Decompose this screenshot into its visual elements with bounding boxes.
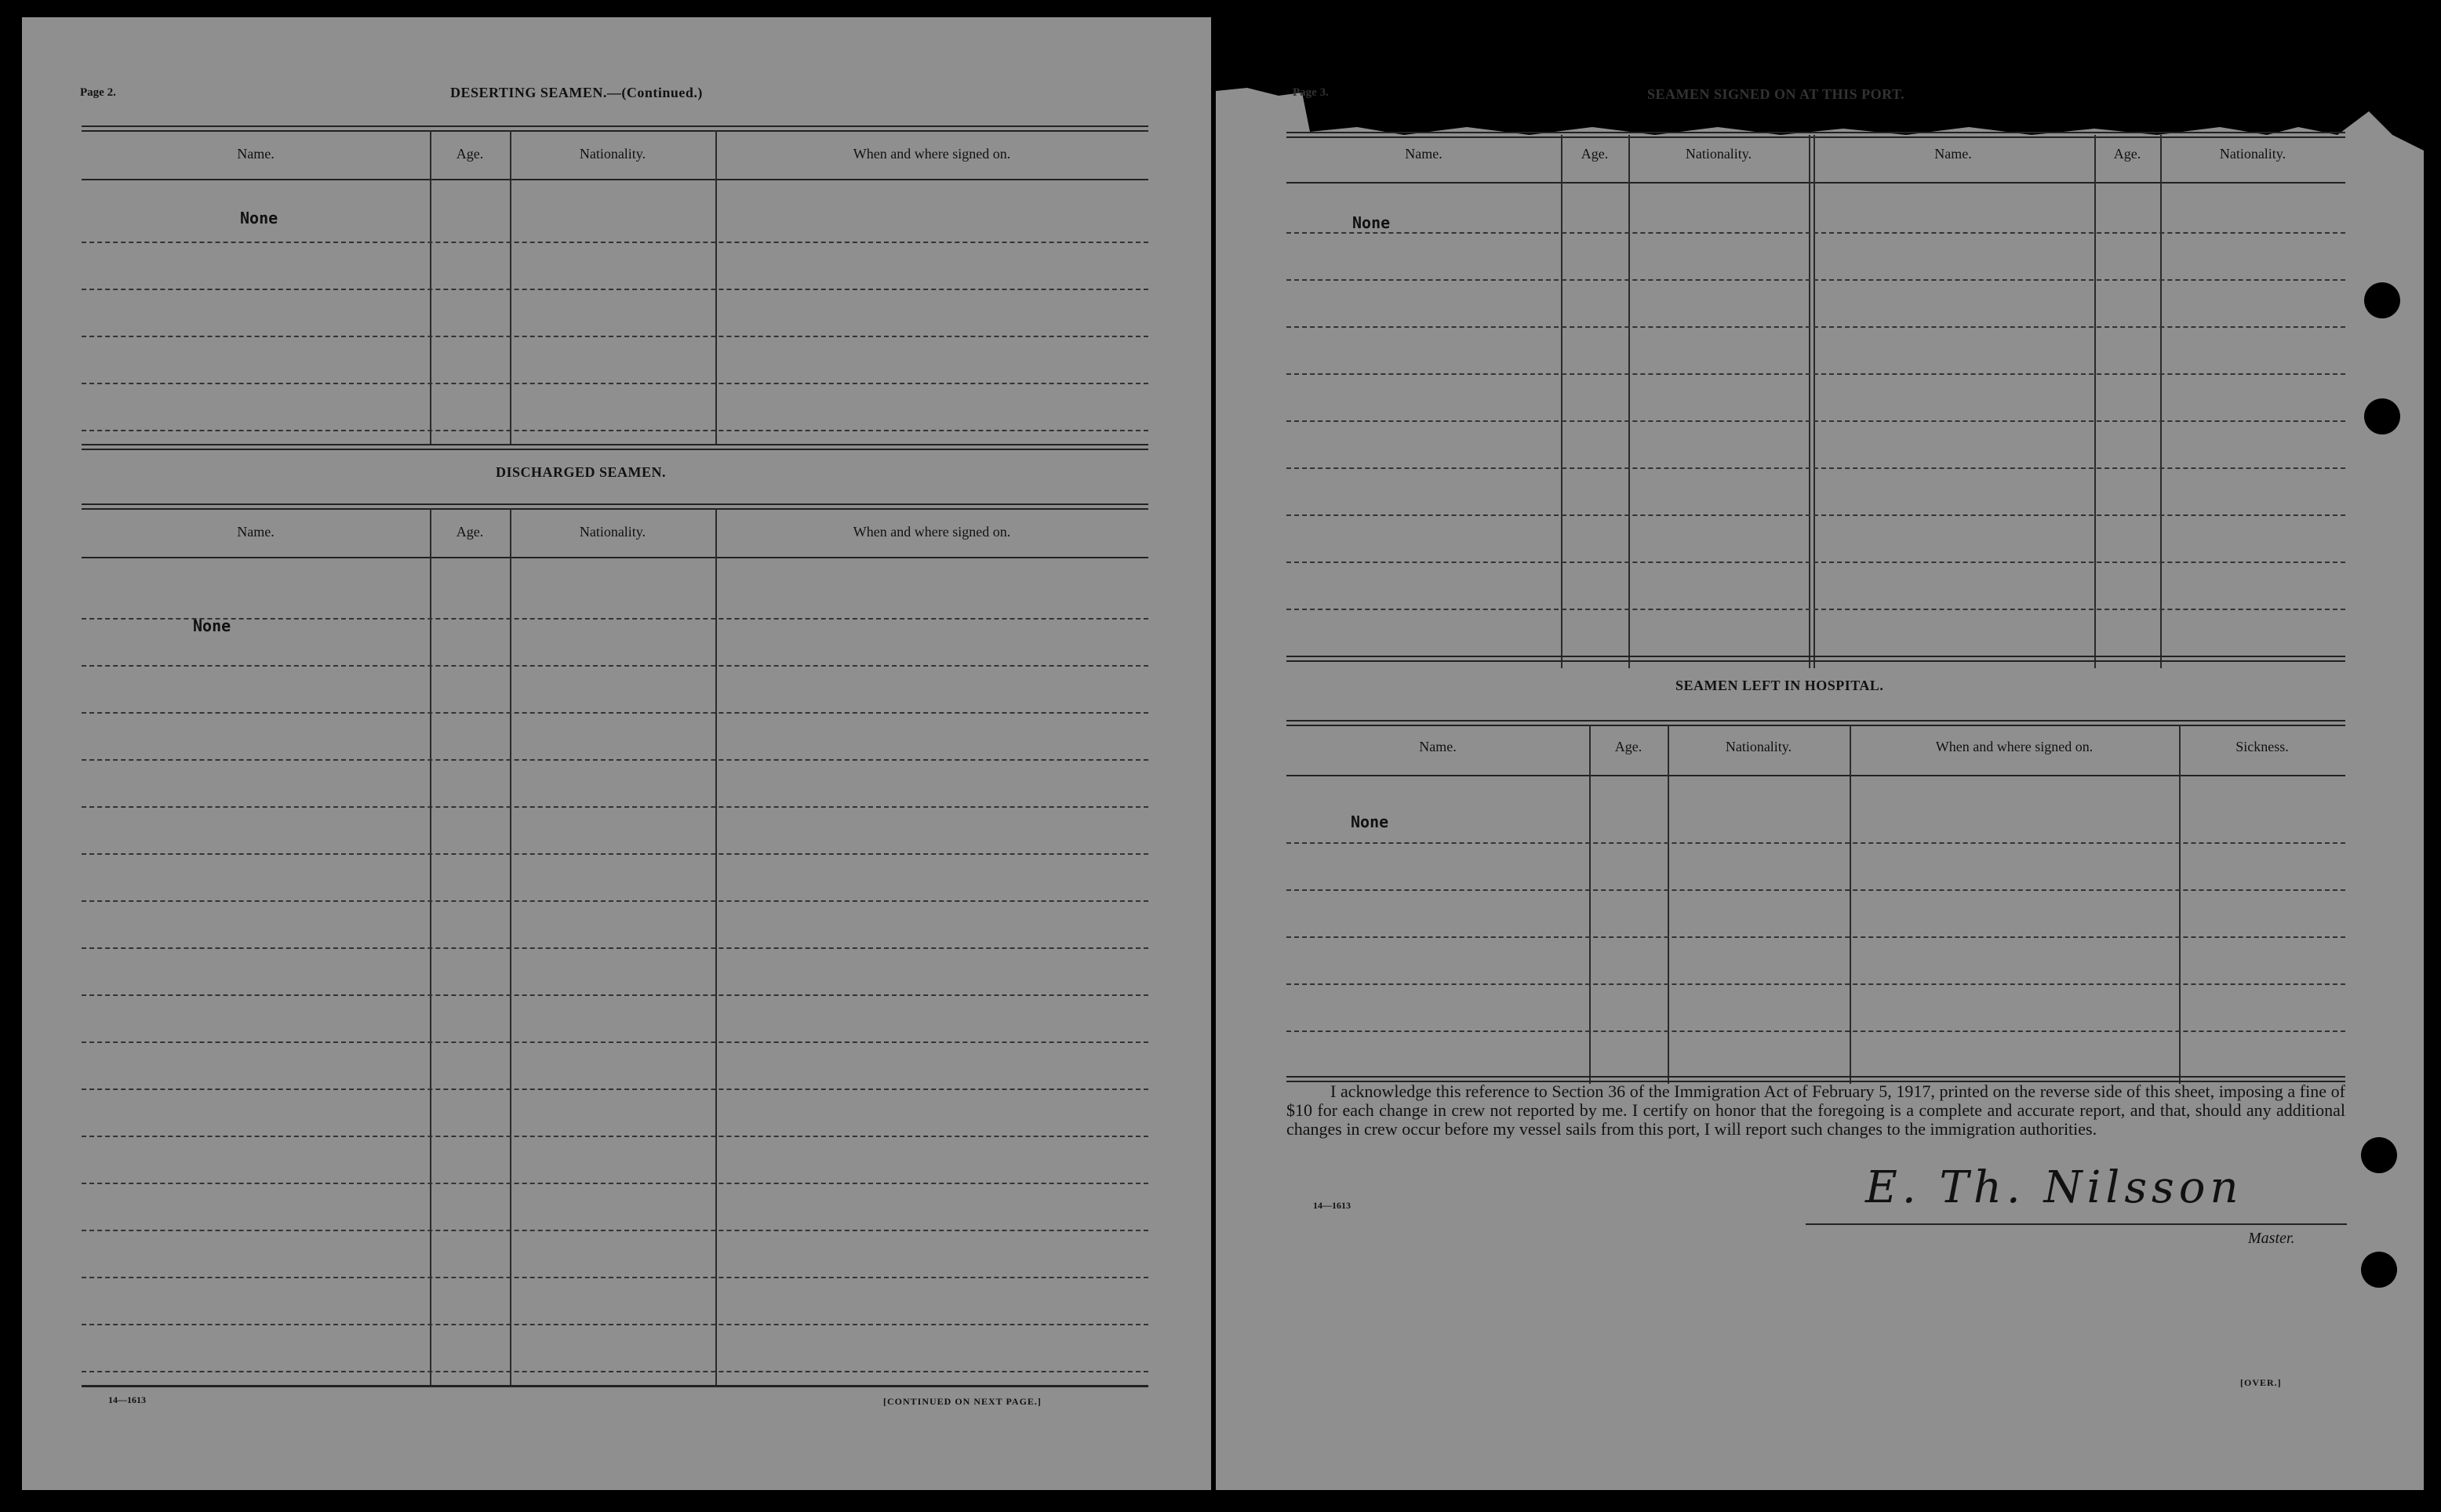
col-divider	[430, 130, 431, 444]
form-number: 14—1613	[108, 1394, 146, 1405]
right-page	[1216, 17, 2424, 1490]
row-line	[1286, 889, 2345, 891]
row-line	[82, 242, 1148, 243]
row-line	[1286, 1030, 2345, 1032]
table-bottom-rule	[82, 1385, 1148, 1387]
hospital-title: SEAMEN LEFT IN HOSPITAL.	[1675, 678, 1884, 693]
row-line	[1286, 467, 2345, 469]
row-line	[82, 994, 1148, 996]
row-line	[82, 1136, 1148, 1137]
deserting-seamen-title: DESERTING SEAMEN.—(Continued.)	[450, 85, 703, 100]
row-line	[1286, 983, 2345, 985]
col-age-1: Age.	[1581, 146, 1609, 162]
table-bottom-rule	[1286, 656, 2345, 662]
col-when-where: When and where signed on.	[853, 146, 1011, 162]
signed-on-title: SEAMEN SIGNED ON AT THIS PORT.	[1647, 86, 1905, 102]
row-line	[82, 947, 1148, 949]
left-page	[22, 17, 1211, 1490]
acknowledgment-text: I acknowledge this reference to Section 36 of the Immigration Act of February 5, 1917, printed on the reverse side of this sheet, imposing a fine of $10 for each change in crew not reported by me. I certify on honor that the foregoing is a complete and accurate report, and that, should any additional changes in crew occur before my vessel sails from this port, I will report such changes to the immigration authorities.	[1286, 1081, 2345, 1139]
header-rule	[82, 179, 1148, 180]
col-name-1: Name.	[1405, 146, 1442, 162]
row-line	[82, 1324, 1148, 1325]
row-line	[82, 1041, 1148, 1043]
col-age: Age.	[456, 524, 484, 540]
row-line	[82, 806, 1148, 808]
col-nationality-1: Nationality.	[1685, 146, 1752, 162]
table-top-rule	[1286, 720, 2345, 726]
row-line	[82, 712, 1148, 714]
punch-hole	[2361, 1137, 2397, 1173]
col-divider	[510, 130, 511, 444]
row-line	[82, 759, 1148, 761]
row-line	[82, 853, 1148, 855]
row-line	[1286, 326, 2345, 328]
table-top-rule	[1286, 132, 2345, 138]
row-line	[1286, 562, 2345, 563]
deserting-entry: None	[240, 209, 278, 227]
col-name: Name.	[237, 146, 275, 162]
table-top-rule	[82, 503, 1148, 510]
row-line	[82, 1371, 1148, 1372]
row-line	[1286, 842, 2345, 844]
col-nationality: Nationality.	[579, 524, 646, 540]
col-when-where: When and where signed on.	[1935, 739, 2094, 754]
row-line	[82, 1183, 1148, 1184]
signed-on-entry: None	[1352, 213, 1391, 232]
row-line	[82, 289, 1148, 290]
col-divider	[2160, 135, 2162, 668]
col-divider	[1813, 135, 1815, 668]
row-line	[82, 665, 1148, 667]
form-number: 14—1613	[1313, 1200, 1351, 1211]
discharged-seamen-title: DISCHARGED SEAMEN.	[496, 464, 667, 480]
signature-role: Master.	[2248, 1230, 2295, 1247]
page-label: Page 2.	[80, 86, 116, 99]
row-line	[1286, 936, 2345, 938]
row-line	[1286, 279, 2345, 281]
col-age: Age.	[1614, 739, 1642, 754]
row-line	[1286, 609, 2345, 610]
col-name: Name.	[237, 524, 275, 540]
punch-hole	[2361, 1252, 2397, 1288]
row-line	[82, 1277, 1148, 1278]
header-rule	[1286, 775, 2345, 776]
torn-edge	[1216, 17, 2424, 151]
row-line	[1286, 514, 2345, 516]
row-line	[82, 618, 1148, 620]
row-line	[82, 1230, 1148, 1231]
col-sickness: Sickness.	[2235, 739, 2289, 754]
row-line	[82, 1089, 1148, 1090]
row-line	[1286, 232, 2345, 234]
row-line	[82, 900, 1148, 902]
row-line	[1286, 420, 2345, 422]
master-signature: E. Th. Nilsson	[1865, 1162, 2243, 1213]
row-line	[82, 430, 1148, 431]
col-nationality: Nationality.	[579, 146, 646, 162]
col-divider	[1809, 135, 1810, 668]
header-rule	[82, 557, 1148, 558]
col-divider	[1628, 135, 1630, 668]
page-label: Page 3.	[1293, 86, 1329, 99]
table-top-rule	[82, 125, 1148, 132]
row-line	[82, 336, 1148, 337]
col-name: Name.	[1419, 739, 1457, 754]
col-age-2: Age.	[2113, 146, 2141, 162]
col-divider	[2094, 135, 2096, 668]
col-divider	[715, 130, 717, 444]
col-divider	[1561, 135, 1562, 668]
header-rule	[1286, 182, 2345, 184]
hospital-entry: None	[1351, 812, 1389, 831]
row-line	[82, 383, 1148, 384]
punch-hole	[2364, 398, 2400, 434]
row-line	[1286, 373, 2345, 375]
col-when-where: When and where signed on.	[853, 524, 1011, 540]
over-note: [OVER.]	[2240, 1377, 2282, 1388]
col-age: Age.	[456, 146, 484, 162]
col-nationality-2: Nationality.	[2219, 146, 2286, 162]
table-bottom-rule	[82, 444, 1148, 450]
col-nationality: Nationality.	[1725, 739, 1792, 754]
punch-hole	[2364, 282, 2400, 318]
signature-line	[1806, 1223, 2347, 1225]
col-name-2: Name.	[1934, 146, 1972, 162]
discharged-entry: None	[193, 616, 231, 635]
continued-note: [CONTINUED ON NEXT PAGE.]	[883, 1396, 1042, 1407]
